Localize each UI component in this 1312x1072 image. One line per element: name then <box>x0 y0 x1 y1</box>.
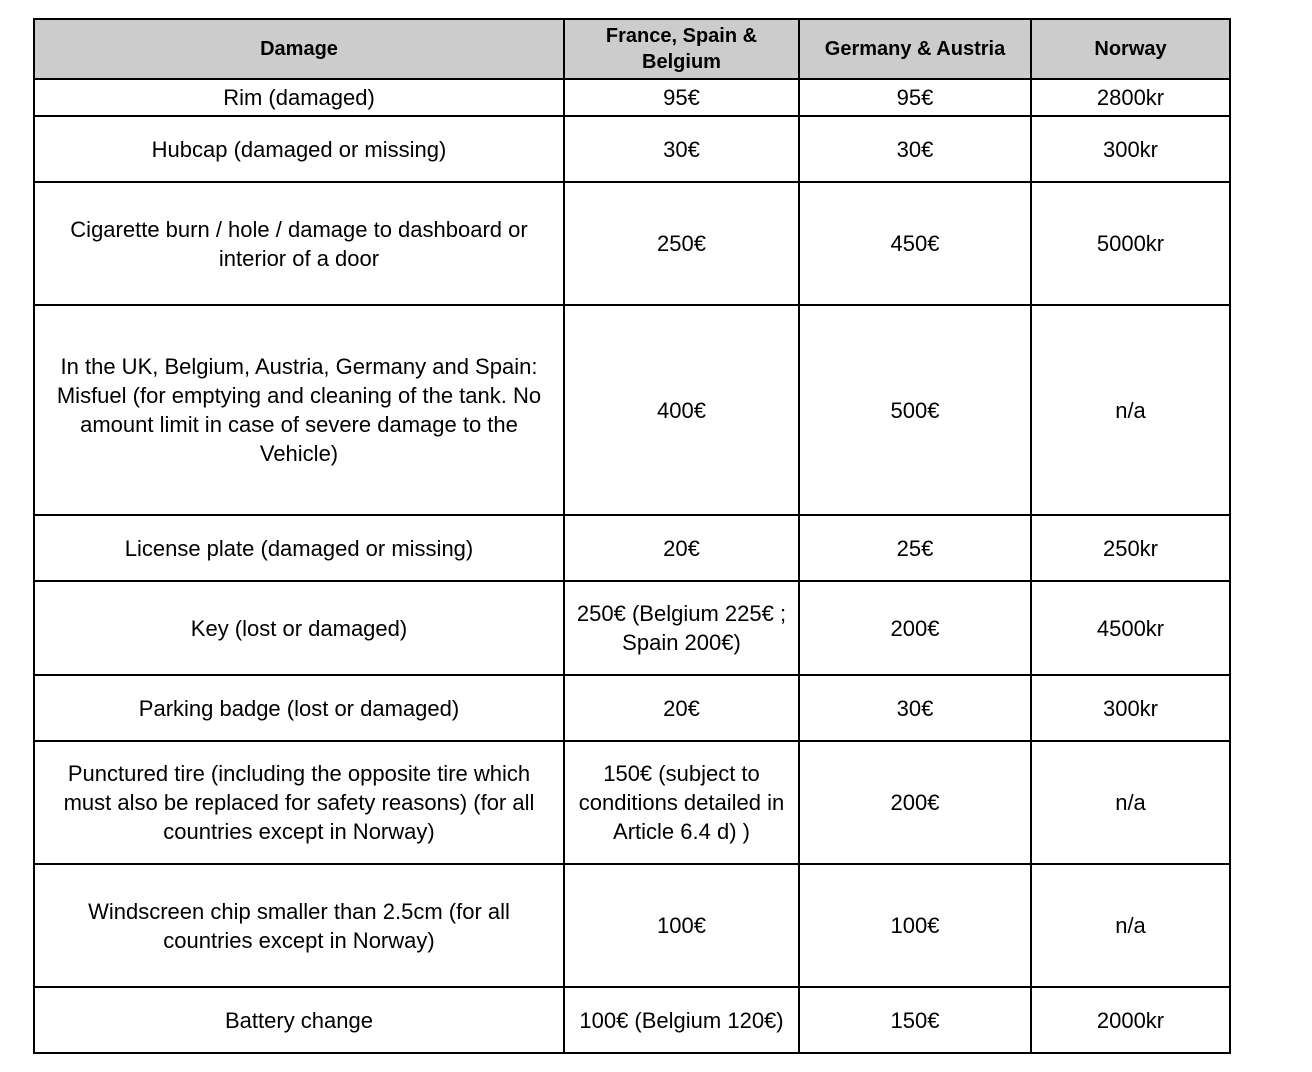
fee-cell: n/a <box>1031 305 1230 515</box>
table-row <box>34 741 1230 864</box>
fee-cell: n/a <box>1031 864 1230 987</box>
fee-cell: 20€ <box>564 675 799 741</box>
fee-cell: 2000kr <box>1031 987 1230 1053</box>
damage-fees-table <box>33 18 1231 1054</box>
fee-cell: n/a <box>1031 741 1230 864</box>
fee-cell: 250€ <box>564 182 799 305</box>
fee-cell: 150€ (subject to conditions detailed in Article 6.4 d) ) <box>564 741 799 864</box>
fee-cell: 20€ <box>564 515 799 581</box>
fee-cell: 250€ (Belgium 225€ ; Spain 200€) <box>564 581 799 675</box>
fee-cell: 30€ <box>799 675 1031 741</box>
fee-cell: 5000kr <box>1031 182 1230 305</box>
damage-cell: License plate (damaged or missing) <box>34 515 564 581</box>
header-france-spain-belgium: France, Spain & Belgium <box>564 19 799 79</box>
fee-cell: 30€ <box>799 116 1031 182</box>
header-row <box>34 19 1230 79</box>
fee-cell: 100€ <box>564 864 799 987</box>
fee-cell: 95€ <box>564 79 799 116</box>
fee-cell: 95€ <box>799 79 1031 116</box>
fee-cell: 2800kr <box>1031 79 1230 116</box>
fee-cell: 500€ <box>799 305 1031 515</box>
damage-cell: Key (lost or damaged) <box>34 581 564 675</box>
table-row <box>34 116 1230 182</box>
table-row <box>34 79 1230 116</box>
table-row <box>34 515 1230 581</box>
fee-cell: 300kr <box>1031 675 1230 741</box>
damage-cell: Cigarette burn / hole / damage to dashboard or interior of a door <box>34 182 564 305</box>
table-row <box>34 581 1230 675</box>
fee-cell: 300kr <box>1031 116 1230 182</box>
fee-cell: 150€ <box>799 987 1031 1053</box>
fee-cell: 30€ <box>564 116 799 182</box>
damage-cell: Punctured tire (including the opposite tire which must also be replaced for safety reasons) (for all countries except in Norway) <box>34 741 564 864</box>
fee-cell: 400€ <box>564 305 799 515</box>
table-row <box>34 182 1230 305</box>
damage-cell: Hubcap (damaged or missing) <box>34 116 564 182</box>
header-norway: Norway <box>1031 19 1230 79</box>
header-damage: Damage <box>34 19 564 79</box>
fee-cell: 25€ <box>799 515 1031 581</box>
fee-cell: 100€ <box>799 864 1031 987</box>
table-row <box>34 864 1230 987</box>
fee-cell: 200€ <box>799 581 1031 675</box>
damage-cell: Rim (damaged) <box>34 79 564 116</box>
header-germany-austria: Germany & Austria <box>799 19 1031 79</box>
fee-cell: 200€ <box>799 741 1031 864</box>
table-row <box>34 675 1230 741</box>
fee-cell: 450€ <box>799 182 1031 305</box>
damage-cell: Windscreen chip smaller than 2.5cm (for all countries except in Norway) <box>34 864 564 987</box>
damage-cell: Battery change <box>34 987 564 1053</box>
table-row <box>34 305 1230 515</box>
damage-cell: Parking badge (lost or damaged) <box>34 675 564 741</box>
damage-cell: In the UK, Belgium, Austria, Germany and Spain: Misfuel (for emptying and cleaning of the tank. No amount limit in case of severe damage to the Vehicle) <box>34 305 564 515</box>
fee-cell: 4500kr <box>1031 581 1230 675</box>
table-row <box>34 987 1230 1053</box>
fee-cell: 250kr <box>1031 515 1230 581</box>
fee-cell: 100€ (Belgium 120€) <box>564 987 799 1053</box>
